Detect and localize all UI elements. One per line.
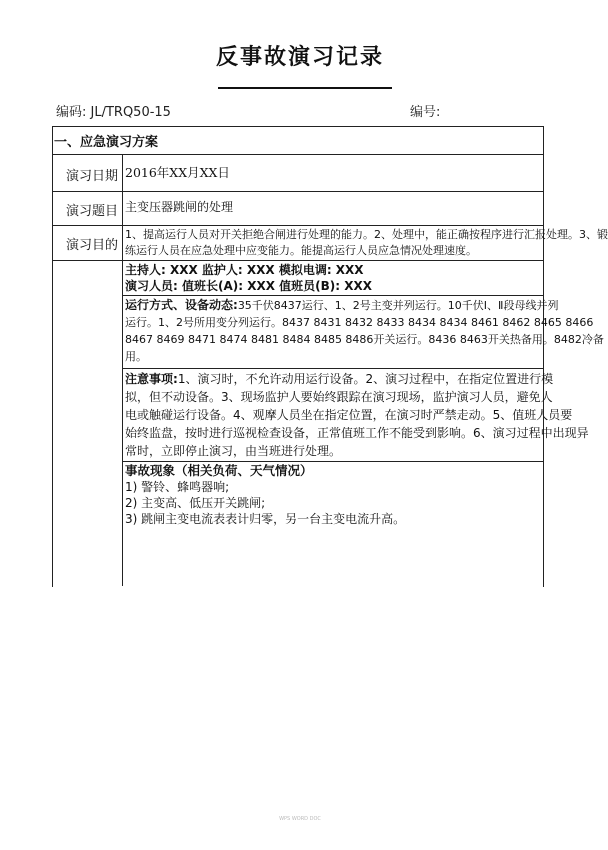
host-line: 主持人: XXX 监护人: XXX 模拟电调: XXX [125,263,364,277]
purpose-label-text: 演习目的 [65,238,118,253]
notes-line [125,371,554,388]
operation-line: 用。 [125,350,147,363]
row-divider [52,260,543,261]
operation-line: 8467 8469 8471 8474 8481 8484 8485 8486开关运行。8436 8463开关热备用。8482冷备 [125,333,604,346]
section-heading: 一、应急演习方案 [54,135,159,150]
row-divider [122,295,543,296]
phenomena-heading: 事故现象（相关负荷、天气情况） [125,463,313,478]
date-label [53,165,122,184]
page-footer: WPS WORD DOC [279,816,321,822]
operation-line: 运行。1、2号所用变分列运行。8437 8431 8432 8433 8434 8434 8461 8462 8465 8466 [125,316,594,329]
topic-value: 主变压器跳闸的处理 [125,200,234,214]
notes-line-text: 1、演习时，不允许动用运行设备。2、演习过程中，在指定位置进行模 [177,372,554,386]
operation-line [125,297,559,314]
notes-lead: 注意事项: [125,372,178,386]
topic-label [53,200,122,219]
date-value: 2016年XX月XX日 [125,165,230,180]
purpose-line: 1、提高运行人员对开关拒绝合闸进行处理的能力。2、处理中，能正确按程序进行汇报处理。3、锻 [125,228,608,241]
topic-label-text: 演习题目 [65,204,118,219]
row-divider [122,368,543,369]
purpose-label [53,234,122,253]
document-title: 反事故演习记录 [215,45,384,70]
notes-line: 拟，但不动设备。3、现场监护人要始终跟踪在演习现场，监护演习人员，避免人 [125,390,553,404]
members-line: 演习人员: 值班长(A): XXX 值班员(B): XXX [125,279,372,293]
row-divider [52,225,543,226]
row-divider [52,154,543,155]
operation-lead: 运行方式、设备动态: [125,298,238,312]
date-label-text: 演习日期 [65,169,118,184]
notes-line: 始终监盘，按时进行巡视检查设备，正常值班工作不能受到影响。6、演习过程中出现异 [125,426,589,440]
notes-line: 常时，立即停止演习，由当班进行处理。 [125,444,342,458]
title-underline [218,87,392,89]
phenomena-item: 2) 主变高、低压开关跳闸; [125,496,266,510]
label-column-divider [122,154,123,586]
operation-line-text: 35千伏8437运行、1、2号主变并列运行。10千伏Ⅰ、Ⅱ段母线并列 [237,299,559,312]
phenomena-item: 3) 跳闸主变电流表表计归零，另一台主变电流升高。 [125,512,406,526]
document-number: 编号: [410,105,441,120]
phenomena-item: 1) 警铃、蜂鸣器响; [125,480,230,494]
purpose-line: 练运行人员在应急处理中应变能力。能提高运行人员应急情况处理速度。 [125,244,477,257]
document-code: 编码: JL/TRQ50-15 [56,105,171,120]
row-divider [52,191,543,192]
notes-line: 电或触碰运行设备。4、观摩人员坐在指定位置，在演习时严禁走动。5、值班人员要 [125,408,573,422]
